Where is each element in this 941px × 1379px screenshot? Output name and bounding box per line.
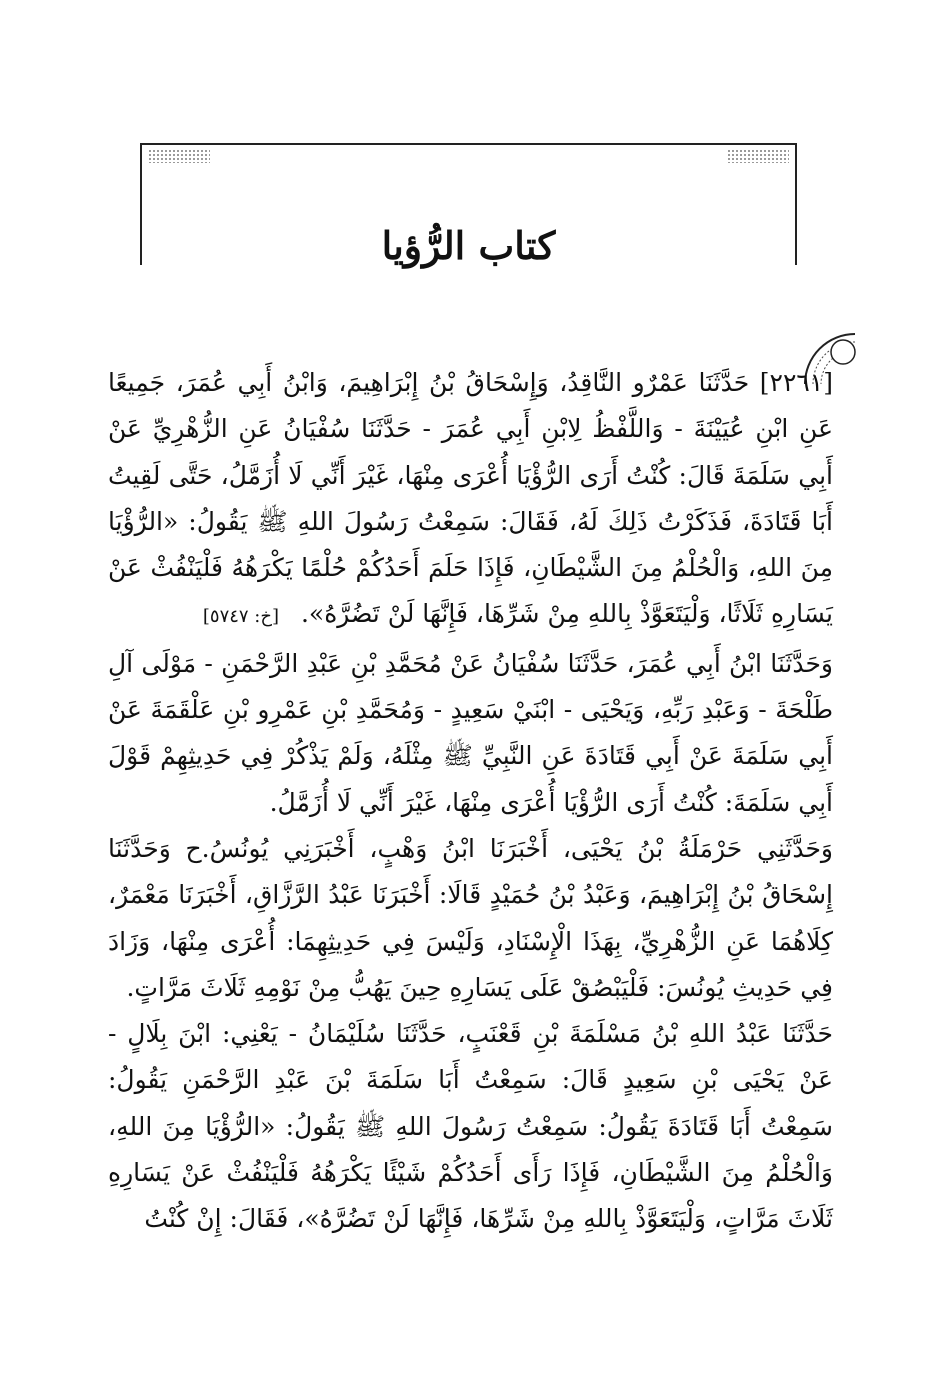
hadith-number: [٢٢٦١]: [759, 368, 833, 397]
frame-ornament-left: [148, 149, 210, 163]
text-line: أَبَا قَتَادَةَ، فَذَكَرْتُ ذَلِكَ لَهُ، فَقَالَ: سَمِعْتُ رَسُولَ اللهِ ﷺ يَقُولُ: «الرُّؤْيَا: [108, 506, 833, 536]
text-line: مِنْهَا، وَزَادَ فِي حَدِيثِ يُونُسَ: فَلْيَبْصُقْ عَلَى يَسَارِهِ حِينَ يَهُبُّ مِنْ نَوْمِهِ: [108, 926, 833, 1002]
text-line: عَنْ يَسَارِهِ ثَلَاثًا، وَلْيَتَعَوَّذْ بِاللهِ مِنْ شَرِّهَا، فَإِنَّهَا لَنْ تَضُرَّهُ».: [108, 553, 833, 629]
paragraph-4: [108, 1011, 833, 1242]
text-line: طَلْحَةَ - وَعَبْدِ رَبِّهِ، وَيَحْيَى - ابْنَيْ سَعِيدٍ - وَمُحَمَّدِ بْنِ عَمْرِو بْنِ عَلْقَمَةَ عَنْ: [108, 695, 833, 725]
text-line: سَلَمَةَ: كُنْتُ أَرَى الرُّؤْيَا أُعْرَى مِنْهَا، غَيْرَ أَنِّي لَا أُزَمَّلُ.: [269, 787, 791, 817]
text-line: حَدَّثَنَا عَبْدُ اللهِ بْنُ مَسْلَمَةَ بْنِ قَعْنَبٍ، حَدَّثَنَا سُلَيْمَانُ - يَعْنِي: ابْنَ: [178, 1019, 833, 1049]
text-line: وَحَدَّثَنِي حَرْمَلَةُ بْنُ يَحْيَى، أَخْبَرَنَا ابْنُ وَهْبٍ، أَخْبَرَنِي يُونُسُ.ح وَحَدَّثَنَا: [108, 833, 833, 863]
paragraph-2: [108, 641, 833, 826]
text-line: سَمِعْتُ أَبَا قَتَادَةَ يَقُولُ: سَمِعْتُ رَسُولَ اللهِ ﷺ يَقُولُ: «الرُّؤْيَا مِنَ اللهِ،: [108, 1111, 833, 1141]
cross-reference: [خ: ٥٧٤٧]: [202, 606, 280, 628]
hadith-2261: [108, 360, 833, 641]
text-line: أَبِي سَلَمَةَ عَنْ أَبِي قَتَادَةَ عَنِ النَّبِيِّ ﷺ مِثْلَهُ، وَلَمْ يَذْكُرْ فِي حَدِيثِهِمْ قَوْلَ أَبِي: [108, 741, 833, 817]
text-line: وَالْحُلْمُ مِنَ الشَّيْطَانِ، فَإِذَا رَأَى أَحَدُكُمْ شَيْئًا يَكْرَهُهُ فَلْيَنْفُثْ عَنْ يَسَارِهِ: [108, 1158, 833, 1188]
text-line: بِلَالٍ - عَنْ يَحْيَى بْنِ سَعِيدٍ قَالَ: سَمِعْتُ أَبَا سَلَمَةَ بْنَ عَبْدِ الرَّحْمَنِ يَقُولُ:: [108, 1019, 833, 1095]
frame-ornament-right: [727, 149, 789, 163]
text-line: ثَلَاثَ مَرَّاتٍ، وَلْيَتَعَوَّذْ بِاللهِ مِنْ شَرِّهَا، فَإِنَّهَا لَنْ تَضُرَّهُ»، فَقَالَ: إِنْ كُنْتُ: [144, 1204, 833, 1234]
title-frame: [140, 143, 797, 268]
text-line: إِسْحَاقُ بْنُ إِبْرَاهِيمَ، وَعَبْدُ بْنُ حُمَيْدٍ قَالَا: أَخْبَرَنَا عَبْدُ الرَّزَّاقِ، أَخْبَرَنَا: [178, 880, 833, 910]
text-line: عَنِ ابْنِ عُيَيْنَةَ - وَاللَّفْظُ لِابْنِ أَبِي عُمَرَ - حَدَّثَنَا سُفْيَانُ عَنِ الزُّهْرِيِّ عَنْ أَبِي: [108, 414, 833, 490]
text-line: حَدَّثَنَا عَمْرٌو النَّاقِدُ، وَإِسْحَاقُ بْنُ إِبْرَاهِيمَ، وَابْنُ أَبِي عُمَرَ، جَمِيعًا: [108, 368, 750, 397]
text-body: [108, 360, 833, 1243]
text-line: مَعْمَرٌ، كِلَاهُمَا عَنِ الزُّهْرِيِّ، بِهَذَا الْإِسْنَادِ، وَلَيْسَ فِي حَدِيثِهِمَا: أُعْرَى: [108, 880, 833, 956]
text-line: وَحَدَّثَنَا ابْنُ أَبِي عُمَرَ، حَدَّثَنَا سُفْيَانُ عَنْ مُحَمَّدِ بْنِ عَبْدِ الرَّحْمَنِ - مَوْلَى آلِ: [108, 648, 833, 678]
text-line: سَلَمَةَ قَالَ: كُنْتُ أَرَى الرُّؤْيَا أُعْرَى مِنْهَا، غَيْرَ أَنِّي لَا أُزَمَّلُ، حَتَّى لَقِيتُ: [108, 460, 790, 490]
text-line: مِنَ اللهِ، وَالْحُلْمُ مِنَ الشَّيْطَانِ، فَإِذَا حَلَمَ أَحَدُكُمْ حُلْمًا يَكْرَهُهُ فَلْيَنْفُثْ: [150, 553, 834, 583]
text-line: ثَلَاثَ مَرَّاتٍ.: [126, 972, 246, 1002]
book-title: كتاب الرُّؤيا: [381, 223, 556, 268]
paragraph-3: [108, 826, 833, 1011]
